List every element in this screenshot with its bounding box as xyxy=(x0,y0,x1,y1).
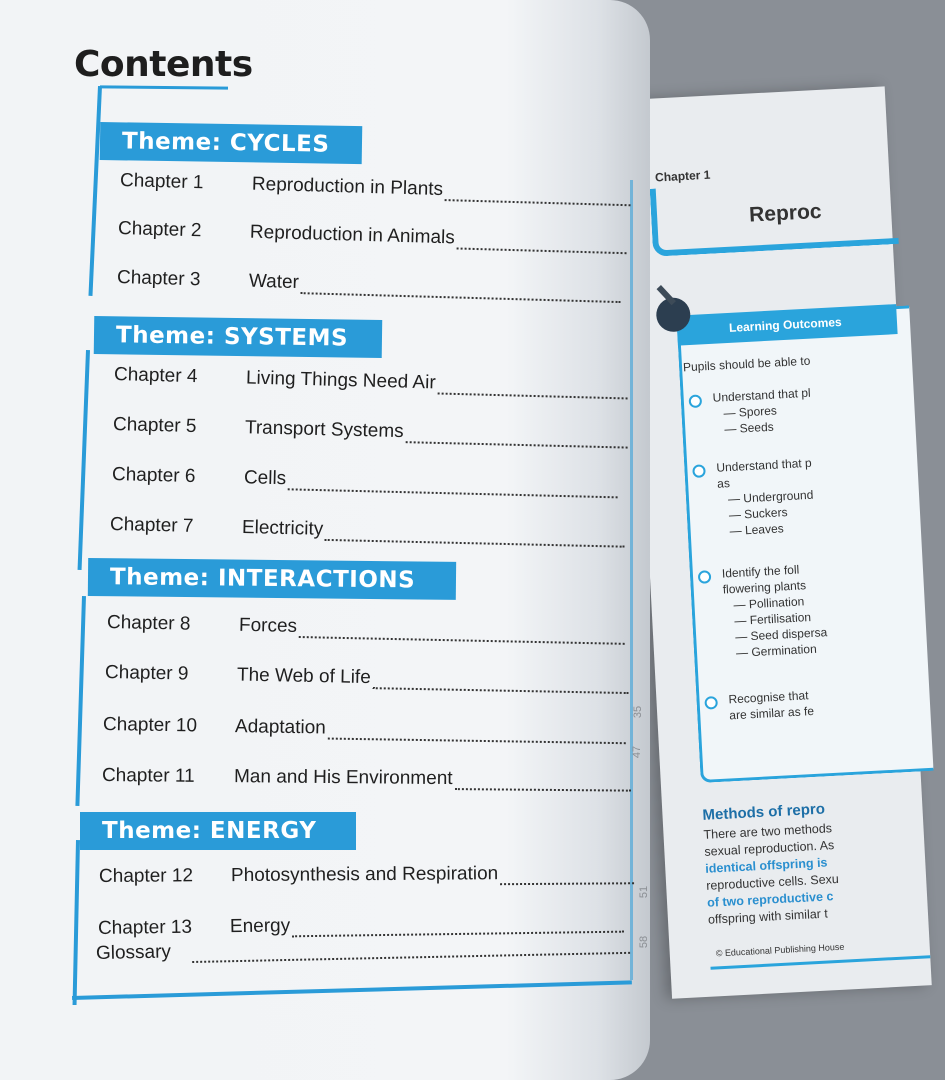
frame-rule xyxy=(72,980,632,1000)
next-page-title: Reproc xyxy=(748,199,823,227)
chapter-title: Electricity xyxy=(241,516,324,540)
learning-outcomes-banner: Learning Outcomes xyxy=(676,304,897,345)
toc-entry[interactable] xyxy=(107,612,625,645)
frame-rule xyxy=(73,840,80,1005)
chapter-title: Living Things Need Air xyxy=(245,367,436,394)
body-line: There are two methods xyxy=(703,821,833,842)
dot-leader xyxy=(445,193,631,206)
dot-leader xyxy=(405,435,627,448)
body-line: reproductive cells. Sexu xyxy=(705,871,840,893)
page-number: 47 xyxy=(631,745,644,759)
page-title: Contents xyxy=(74,44,253,85)
toc-entry[interactable] xyxy=(118,218,627,254)
toc-entry[interactable] xyxy=(103,714,626,744)
chapter-number: Chapter 11 xyxy=(101,765,195,787)
toc-entry[interactable] xyxy=(120,170,632,206)
outcome-line: — Germination xyxy=(735,641,818,660)
outcome-line: — Suckers xyxy=(728,505,788,523)
copyright-notice: © Educational Publishing House xyxy=(715,941,845,959)
chapter-title: Reproduction in Animals xyxy=(249,221,456,249)
chapter-number: Chapter 9 xyxy=(104,662,189,685)
chapter-title: Reproduction in Plants xyxy=(251,173,444,201)
outcome-line: Understand that p xyxy=(716,455,813,475)
toc-entry[interactable] xyxy=(112,464,619,498)
chapter-number: Chapter 2 xyxy=(117,218,202,242)
page-number: 58 xyxy=(638,935,651,949)
frame-rule xyxy=(630,180,633,980)
outcome-line: — Leaves xyxy=(729,521,785,539)
toc-entry[interactable] xyxy=(114,364,628,399)
chapter-title: Transport Systems xyxy=(244,417,404,443)
outcomes-intro: Pupils should be able to xyxy=(682,353,811,375)
chapter-number: Chapter 3 xyxy=(116,267,201,291)
chapter-number: Chapter 8 xyxy=(106,612,191,635)
chapter-number: Chapter 5 xyxy=(112,414,197,438)
methods-body xyxy=(703,815,928,928)
outcome-line: — Seed dispersa xyxy=(734,625,828,644)
dot-leader xyxy=(328,732,626,745)
dot-leader xyxy=(373,681,629,694)
dot-leader xyxy=(299,630,625,645)
chapter-title: The Web of Life xyxy=(236,664,371,689)
dot-leader xyxy=(288,482,618,498)
outcome-line: Recognise that xyxy=(728,688,809,707)
toc-entry[interactable] xyxy=(110,514,626,548)
body-line: of two reproductive c xyxy=(706,889,834,910)
outcome-line: are similar as fe xyxy=(728,703,815,723)
chapter-number: Chapter 7 xyxy=(109,514,194,537)
toc-entry[interactable] xyxy=(99,862,634,888)
dot-leader xyxy=(325,533,625,548)
chapter-number: Chapter 4 xyxy=(113,364,198,388)
chapter-title: Cells xyxy=(243,467,287,490)
toc-entry[interactable] xyxy=(105,662,629,694)
chapter-number: Chapter 1 xyxy=(119,170,204,194)
chapter-number: Chapter 6 xyxy=(111,464,196,488)
dot-leader xyxy=(437,386,627,399)
body-line: identical offspring is xyxy=(704,855,828,876)
theme-banner-cycles: Theme: CYCLES xyxy=(100,122,363,164)
outcome-line: as xyxy=(716,476,731,491)
theme-banner-systems: Theme: SYSTEMS xyxy=(94,316,383,358)
frame-rule xyxy=(100,85,228,89)
page-number: 51 xyxy=(638,885,651,899)
dot-leader xyxy=(456,241,626,254)
dot-leader xyxy=(454,782,630,792)
chapter-title: Energy xyxy=(229,915,291,938)
page-number: 35 xyxy=(632,705,645,719)
methods-heading: Methods of repro xyxy=(702,800,826,824)
outcome-line: — Pollination xyxy=(733,594,805,612)
toc-entry[interactable] xyxy=(113,414,628,449)
frame-rule xyxy=(75,596,86,806)
theme-banner-energy: Theme: ENERGY xyxy=(80,812,356,850)
dot-leader xyxy=(301,286,621,303)
theme-banner-interactions: Theme: INTERACTIONS xyxy=(88,558,456,600)
outcome-line: — Seeds xyxy=(724,419,775,437)
chapter-title: Adaptation xyxy=(234,716,327,739)
dot-leader xyxy=(192,946,630,963)
outcome-line: — Underground xyxy=(727,487,814,507)
toc-entry[interactable] xyxy=(102,765,631,792)
body-line: sexual reproduction. As xyxy=(704,838,835,859)
chapter-number: Chapter 10 xyxy=(102,714,198,737)
chapter-title: Man and His Environment xyxy=(233,766,453,790)
chapter-title: Water xyxy=(248,270,300,294)
chapter-title: Forces xyxy=(238,614,298,637)
chapter-number: Chapter 13 xyxy=(97,916,193,939)
outcome-line: Identify the foll xyxy=(721,562,800,581)
outcome-line: — Fertilisation xyxy=(734,609,812,628)
outcome-line: Understand that pl xyxy=(712,385,812,405)
outcome-line: flowering plants xyxy=(722,578,807,597)
chapter-title: Photosynthesis and Respiration xyxy=(230,863,499,887)
next-page xyxy=(625,86,932,998)
footer-rule xyxy=(710,955,930,970)
frame-rule xyxy=(78,350,90,570)
chapter-number: Chapter 12 xyxy=(98,865,194,887)
glossary-label: Glossary xyxy=(95,941,172,964)
outcome-line: — Spores xyxy=(723,403,778,421)
frame-rule xyxy=(88,86,102,296)
next-page-chapter-tag: Chapter 1 xyxy=(654,167,711,185)
body-line: offspring with similar t xyxy=(707,906,829,927)
dot-leader xyxy=(500,876,634,885)
toc-entry[interactable] xyxy=(117,267,621,303)
